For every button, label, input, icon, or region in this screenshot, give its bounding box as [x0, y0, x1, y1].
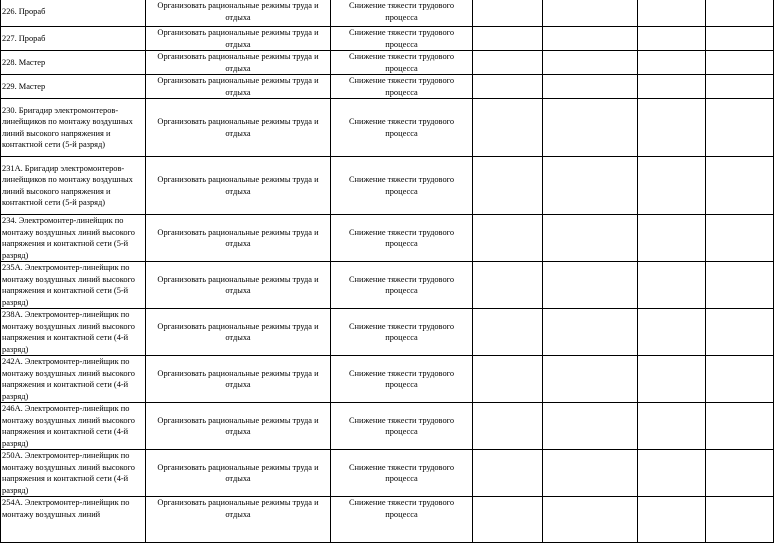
empty-cell — [638, 99, 706, 157]
empty-cell — [706, 497, 774, 543]
goal-cell: Снижение тяжести трудового процесса — [331, 497, 473, 543]
measure-cell: Организовать рациональные режимы труда и отдыха — [146, 75, 331, 99]
empty-cell — [473, 75, 543, 99]
goal-cell: Снижение тяжести трудового процесса — [331, 403, 473, 450]
measure-cell: Организовать рациональные режимы труда и отдыха — [146, 215, 331, 262]
empty-cell — [638, 51, 706, 75]
empty-cell — [473, 450, 543, 497]
workplace-cell: 227. Прораб — [1, 27, 146, 51]
table-row — [1, 0, 774, 27]
goal-cell: Снижение тяжести трудового процесса — [331, 75, 473, 99]
table-row — [1, 497, 774, 543]
empty-cell — [473, 0, 543, 27]
empty-cell — [638, 215, 706, 262]
table-row — [1, 215, 774, 262]
empty-cell — [473, 27, 543, 51]
empty-cell — [543, 51, 638, 75]
empty-cell — [706, 75, 774, 99]
empty-cell — [638, 450, 706, 497]
empty-cell — [638, 356, 706, 403]
measure-cell: Организовать рациональные режимы труда и отдыха — [146, 51, 331, 75]
workplace-cell: 234. Электромонтер-линейщик по монтажу воздушных линий высокого напряжения и контактной сети (5-й разряд) — [1, 215, 146, 262]
empty-cell — [543, 262, 638, 309]
table-row — [1, 450, 774, 497]
empty-cell — [706, 0, 774, 27]
empty-cell — [543, 309, 638, 356]
table-row — [1, 157, 774, 215]
empty-cell — [473, 262, 543, 309]
empty-cell — [706, 99, 774, 157]
workplace-cell: 254А. Электромонтер-линейщик по монтажу воздушных линий — [1, 497, 146, 543]
goal-cell: Снижение тяжести трудового процесса — [331, 215, 473, 262]
empty-cell — [638, 27, 706, 51]
table-row — [1, 27, 774, 51]
workplace-cell: 230. Бригадир электромонтеров-линейщиков по монтажу воздушных линий высокого напряжения и контактной сети (5-й разряд) — [1, 99, 146, 157]
empty-cell — [706, 51, 774, 75]
workplace-cell: 235А. Электромонтер-линейщик по монтажу воздушных линий высокого напряжения и контактной сети (5-й разряд) — [1, 262, 146, 309]
empty-cell — [706, 356, 774, 403]
empty-cell — [706, 157, 774, 215]
goal-cell: Снижение тяжести трудового процесса — [331, 356, 473, 403]
empty-cell — [473, 403, 543, 450]
empty-cell — [543, 0, 638, 27]
workplace-cell: 231А. Бригадир электромонтеров-линейщиков по монтажу воздушных линий высокого напряжения и контактной сети (5-й разряд) — [1, 157, 146, 215]
table-row — [1, 75, 774, 99]
empty-cell — [473, 356, 543, 403]
empty-cell — [706, 403, 774, 450]
empty-cell — [543, 215, 638, 262]
empty-cell — [706, 215, 774, 262]
empty-cell — [473, 99, 543, 157]
empty-cell — [638, 262, 706, 309]
empty-cell — [638, 309, 706, 356]
goal-cell: Снижение тяжести трудового процесса — [331, 450, 473, 497]
measure-cell: Организовать рациональные режимы труда и отдыха — [146, 356, 331, 403]
table-row — [1, 309, 774, 356]
workplace-cell: 228. Мастер — [1, 51, 146, 75]
empty-cell — [638, 497, 706, 543]
empty-cell — [473, 51, 543, 75]
goal-cell: Снижение тяжести трудового процесса — [331, 51, 473, 75]
table-row — [1, 99, 774, 157]
goal-cell: Снижение тяжести трудового процесса — [331, 0, 473, 27]
empty-cell — [638, 157, 706, 215]
empty-cell — [706, 262, 774, 309]
goal-cell: Снижение тяжести трудового процесса — [331, 27, 473, 51]
empty-cell — [543, 157, 638, 215]
empty-cell — [706, 309, 774, 356]
empty-cell — [543, 403, 638, 450]
goal-cell: Снижение тяжести трудового процесса — [331, 309, 473, 356]
empty-cell — [473, 497, 543, 543]
measure-cell: Организовать рациональные режимы труда и отдыха — [146, 157, 331, 215]
measure-cell: Организовать рациональные режимы труда и отдыха — [146, 0, 331, 27]
empty-cell — [543, 99, 638, 157]
measure-cell: Организовать рациональные режимы труда и отдыха — [146, 450, 331, 497]
workplace-cell: 226. Прораб — [1, 0, 146, 27]
empty-cell — [473, 309, 543, 356]
workplace-cell: 250А. Электромонтер-линейщик по монтажу воздушных линий высокого напряжения и контактной сети (4-й разряд) — [1, 450, 146, 497]
goal-cell: Снижение тяжести трудового процесса — [331, 99, 473, 157]
empty-cell — [543, 497, 638, 543]
empty-cell — [638, 75, 706, 99]
workplace-cell: 238А. Электромонтер-линейщик по монтажу воздушных линий высокого напряжения и контактной сети (4-й разряд) — [1, 309, 146, 356]
empty-cell — [638, 403, 706, 450]
measure-cell: Организовать рациональные режимы труда и отдыха — [146, 403, 331, 450]
goal-cell: Снижение тяжести трудового процесса — [331, 262, 473, 309]
empty-cell — [473, 215, 543, 262]
empty-cell — [706, 27, 774, 51]
measure-cell: Организовать рациональные режимы труда и отдыха — [146, 99, 331, 157]
empty-cell — [543, 356, 638, 403]
table-row — [1, 51, 774, 75]
workplace-cell: 229. Мастер — [1, 75, 146, 99]
workplace-cell: 242А. Электромонтер-линейщик по монтажу воздушных линий высокого напряжения и контактной сети (4-й разряд) — [1, 356, 146, 403]
measure-cell: Организовать рациональные режимы труда и отдыха — [146, 262, 331, 309]
empty-cell — [638, 0, 706, 27]
workplace-cell: 246А. Электромонтер-линейщик по монтажу воздушных линий высокого напряжения и контактной сети (4-й разряд) — [1, 403, 146, 450]
empty-cell — [473, 157, 543, 215]
table-row — [1, 262, 774, 309]
measure-cell: Организовать рациональные режимы труда и отдыха — [146, 27, 331, 51]
table-row — [1, 403, 774, 450]
table-row — [1, 356, 774, 403]
empty-cell — [543, 27, 638, 51]
goal-cell: Снижение тяжести трудового процесса — [331, 157, 473, 215]
empty-cell — [543, 450, 638, 497]
measure-cell: Организовать рациональные режимы труда и отдыха — [146, 309, 331, 356]
empty-cell — [706, 450, 774, 497]
measure-cell: Организовать рациональные режимы труда и отдыха — [146, 497, 331, 543]
empty-cell — [543, 75, 638, 99]
